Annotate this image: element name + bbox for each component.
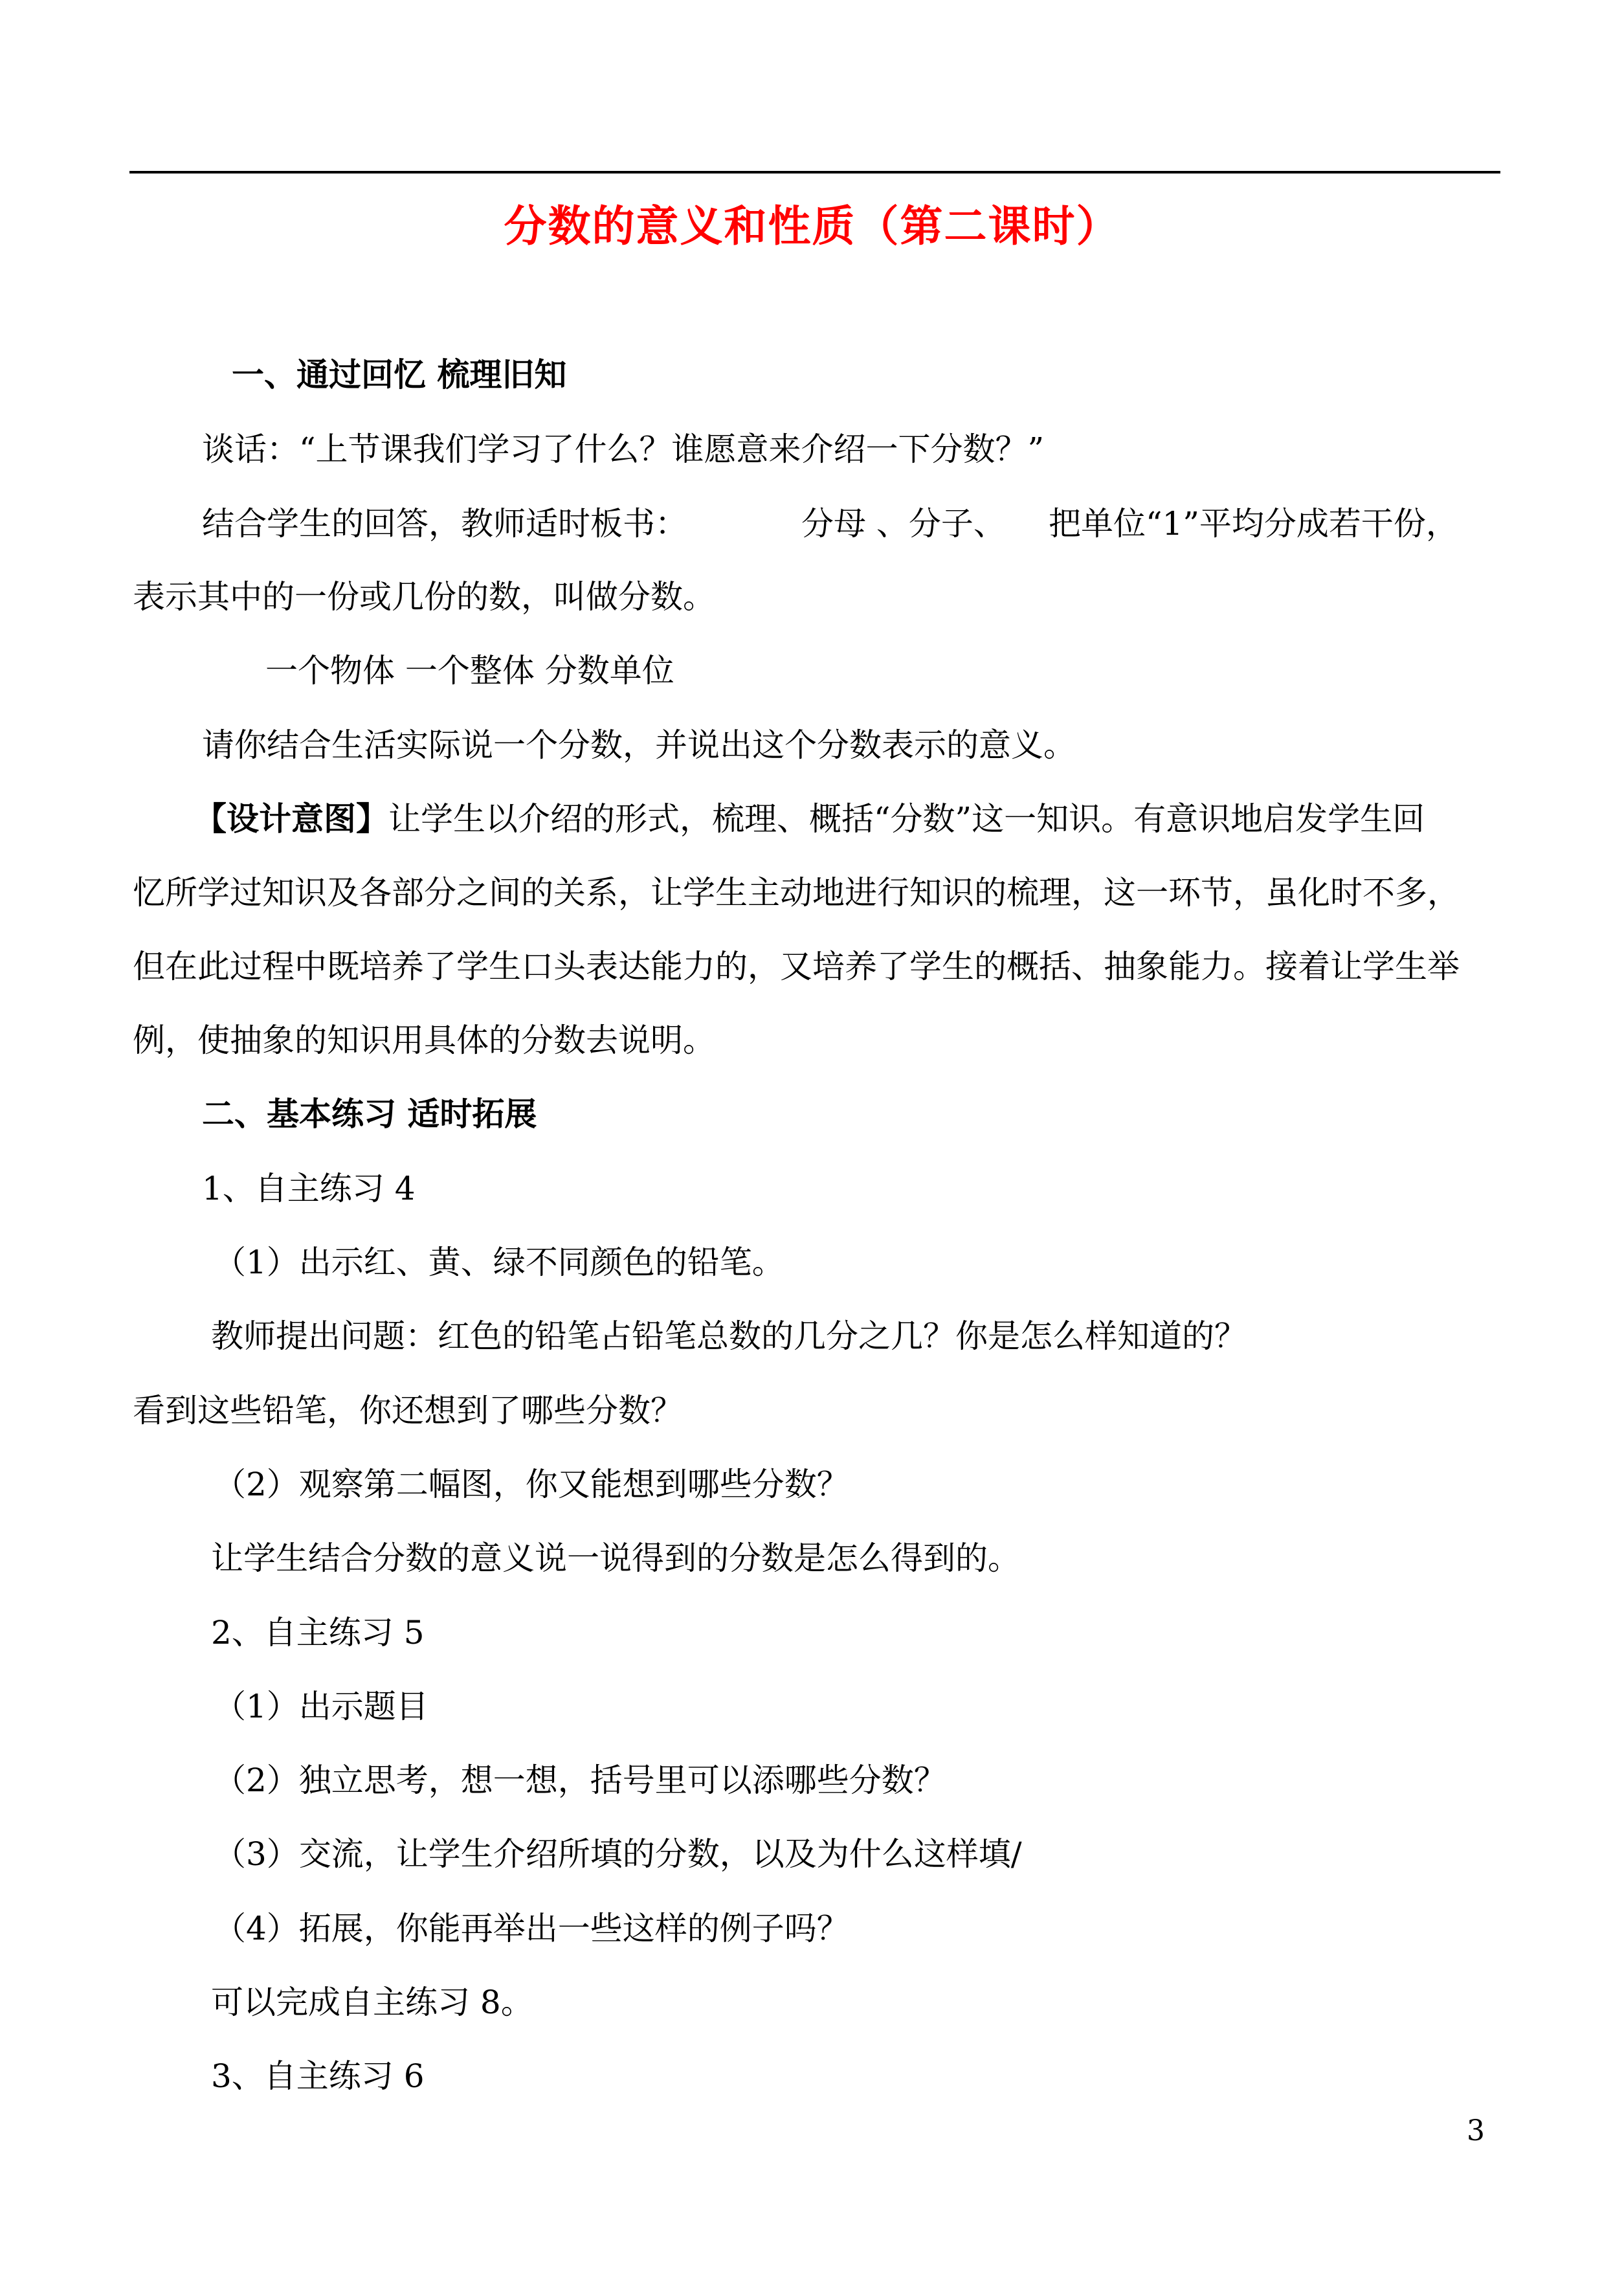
exercise-2-title: 2、自主练习 5 [211, 1614, 425, 1651]
design-intent-text-1: 让学生以介绍的形式，梳理、概括“分数”这一知识。有意识地启发学生回 [388, 800, 1425, 838]
section-1-heading: 一、通过回忆 梳理旧知 [232, 356, 567, 394]
exercise-2-step-3: （3）交流，让学生介绍所填的分数，以及为什么这样填/ [214, 1835, 1022, 1873]
exercise-2-note: 可以完成自主练习 8。 [211, 1984, 533, 2021]
talk-text: 谈话：“上节课我们学习了什么？谁愿意来介绍一下分数？” [202, 431, 1045, 468]
exercise-2-step-2: （2）独立思考，想一想，括号里可以添哪些分数？ [214, 1762, 946, 1799]
page-number: 3 [1467, 2114, 1485, 2147]
exercise-3-title: 3、自主练习 6 [211, 2057, 425, 2095]
page-title: 分数的意义和性质（第二课时） [504, 201, 1120, 251]
exercise-1-step-2: （2）观察第二幅图，你又能想到哪些分数？ [214, 1466, 849, 1503]
exercise-1-note: 让学生结合分数的意义说一说得到的分数是怎么得到的。 [211, 1539, 1020, 1577]
board-definition-line-1: 把单位“1”平均分成若干份， [1049, 505, 1458, 542]
design-intent-line-1 [194, 796, 1425, 842]
design-intent-line-4: 例，使抽象的知识用具体的分数去说明。 [133, 1022, 715, 1059]
exercise-2-step-4: （4）拓展，你能再举出一些这样的例子吗？ [214, 1910, 849, 1947]
board-lead: 结合学生的回答，教师适时板书： [202, 505, 687, 542]
exercise-1-title: 1、自主练习 4 [202, 1170, 416, 1207]
exercise-1-question-1: 教师提出问题：红色的铅笔占铅笔总数的几分之几？你是怎么样知道的？ [211, 1317, 1247, 1355]
board-terms-2: 一个物体 一个整体 分数单位 [265, 652, 674, 689]
exercise-1-question-2: 看到这些铅笔，你还想到了哪些分数？ [133, 1392, 683, 1429]
design-intent-line-3: 但在此过程中既培养了学生口头表达能力的，又培养了学生的概括、抽象能力。接着让学生举 [133, 948, 1460, 985]
design-intent-label: 【设计意图】 [194, 800, 388, 838]
board-definition-line-2: 表示其中的一份或几份的数，叫做分数。 [133, 578, 715, 616]
exercise-1-step-1: （1）出示红、黄、绿不同颜色的铅笔。 [214, 1244, 784, 1281]
design-intent-line-2: 忆所学过知识及各部分之间的关系，让学生主动地进行知识的梳理，这一环节，虽化时不多， [133, 874, 1460, 912]
board-terms: 分母 、分子、 [801, 505, 1006, 542]
header-rule [129, 171, 1500, 173]
exercise-2-step-1: （1）出示题目 [214, 1688, 428, 1725]
ask-text: 请你结合生活实际说一个分数，并说出这个分数表示的意义。 [202, 726, 1076, 764]
section-2-heading: 二、基本练习 适时拓展 [202, 1095, 537, 1133]
